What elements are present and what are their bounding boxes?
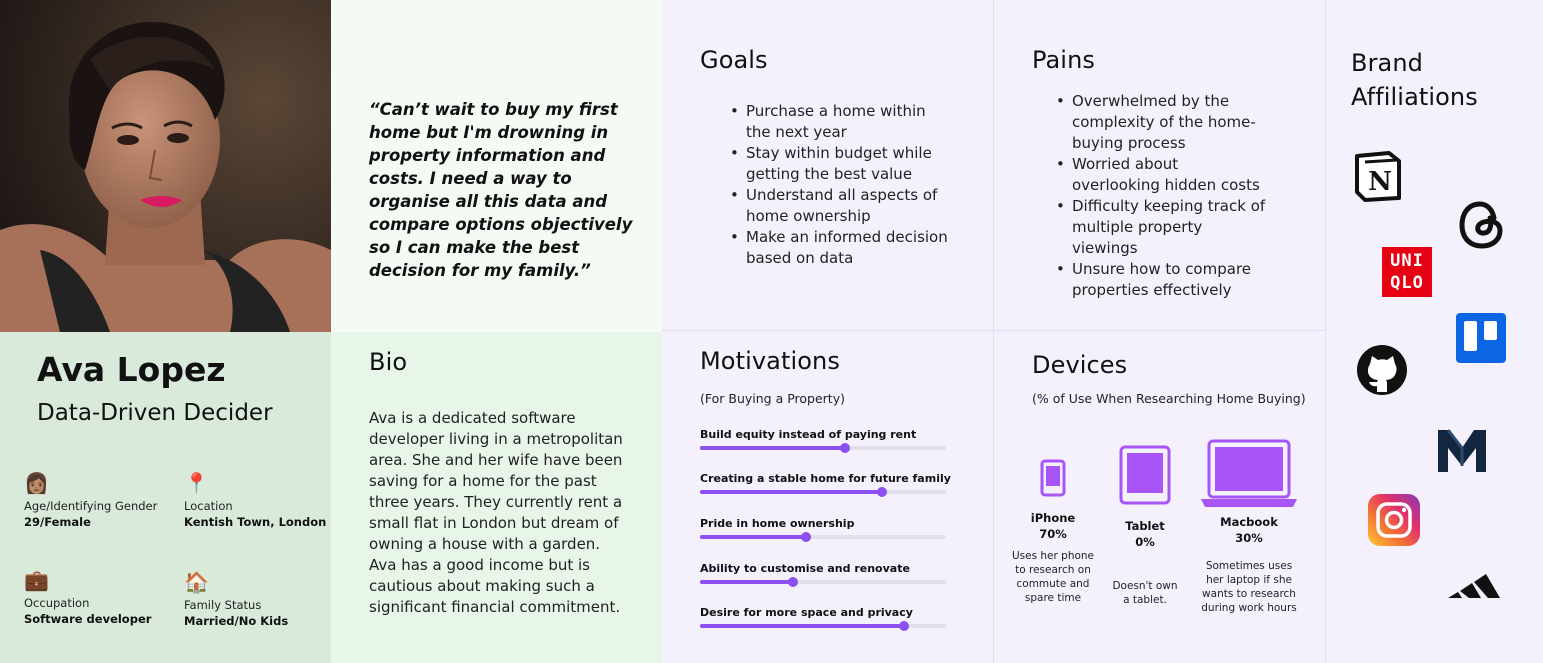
attr-value: Software developer	[24, 612, 152, 626]
tablet-icon	[1119, 445, 1171, 505]
motivation-item	[700, 472, 951, 494]
woman-icon: 👩🏽	[24, 471, 49, 495]
motivation-label: Ability to customise and renovate	[700, 562, 910, 575]
pain-item: • Unsure how to compare properties effectively	[1054, 259, 1269, 301]
instagram-logo	[1367, 493, 1421, 551]
attr-occupation	[24, 566, 174, 626]
motivation-knob	[899, 621, 909, 631]
motivation-knob	[877, 487, 887, 497]
motivation-label: Desire for more space and privacy	[700, 606, 913, 619]
motivation-label: Creating a stable home for future family	[700, 472, 951, 485]
motivation-track	[700, 580, 946, 584]
device-desc: Sometimes uses her laptop if she wants to research during work hours	[1201, 560, 1297, 614]
profile-panel	[0, 332, 331, 663]
briefcase-icon: 💼	[24, 568, 49, 592]
motivation-track	[700, 535, 946, 539]
device-name: iPhone	[1030, 511, 1076, 525]
pain-item: • Overwhelmed by the complexity of the home-buying process	[1054, 91, 1269, 154]
attr-value: 29/Female	[24, 515, 91, 529]
notion-letter: N	[1368, 167, 1392, 197]
brands-title-line1: Brand	[1351, 49, 1423, 77]
attr-location	[184, 469, 331, 529]
device-macbook	[1197, 439, 1301, 615]
medium-logo	[1436, 426, 1488, 478]
device-name: Tablet	[1125, 519, 1165, 533]
device-iphone	[1010, 459, 1096, 605]
attr-label: Family Status	[184, 598, 262, 612]
goal-item: • Stay within budget while getting the best value	[728, 143, 948, 185]
goals-title: Goals	[700, 46, 768, 74]
device-tablet	[1101, 445, 1189, 607]
device-percent: 30%	[1235, 531, 1263, 545]
device-desc: Doesn't own a tablet.	[1112, 580, 1178, 606]
brands-title-line2: Affiliations	[1351, 83, 1478, 111]
motivations-subtitle: (For Buying a Property)	[700, 391, 845, 406]
devices-title: Devices	[1032, 351, 1128, 379]
threads-logo	[1456, 198, 1508, 256]
motivation-track	[700, 490, 946, 494]
motivations-panel	[662, 331, 994, 663]
pin-icon: 📍	[184, 471, 209, 495]
persona-quote: “Can’t wait to buy my first home but I'm drowning in property information and costs. I need a way to organise all this data and compare options objectively so I can make the best decision for my family.”	[369, 100, 633, 280]
motivation-knob	[801, 532, 811, 542]
motivation-fill	[700, 624, 904, 628]
persona-name: Ava Lopez	[37, 350, 226, 389]
motivation-fill	[700, 580, 793, 584]
uniqlo-text-bottom: QLO	[1390, 273, 1424, 293]
motivation-knob	[788, 577, 798, 587]
motivation-item	[700, 517, 946, 539]
goal-item: • Understand all aspects of home ownership	[728, 185, 948, 227]
motivation-fill	[700, 490, 882, 494]
goals-list	[728, 101, 948, 269]
persona-role: Data-Driven Decider	[37, 400, 273, 426]
attr-label: Age/Identifying Gender	[24, 499, 158, 513]
motivation-item	[700, 606, 946, 628]
bio-title: Bio	[369, 348, 408, 376]
motivation-fill	[700, 446, 845, 450]
pains-list	[1054, 91, 1269, 301]
goal-item: • Make an informed decision based on data	[728, 227, 948, 269]
persona-quote-panel	[331, 0, 662, 332]
devices-subtitle: (% of Use When Researching Home Buying)	[1032, 391, 1306, 406]
house-icon: 🏠	[184, 570, 209, 594]
adidas-logo	[1448, 566, 1500, 604]
pain-item: • Worried about overlooking hidden costs	[1054, 154, 1269, 196]
attr-family-status	[184, 568, 331, 628]
bio-text: Ava is a dedicated software developer living in a metropolitan area. She and her wife have been saving for a home for the past three years. They currently rent a small flat in London but dream of owning a house with a garden. Ava has a good income but is cautious about making such a significant financial commitment.	[369, 409, 623, 616]
motivation-item	[700, 562, 946, 584]
attr-value: Kentish Town, London	[184, 515, 327, 529]
pain-item: • Difficulty keeping track of multiple property viewings	[1054, 196, 1269, 259]
devices-panel	[994, 331, 1326, 663]
uniqlo-logo	[1382, 247, 1432, 297]
pains-panel	[994, 0, 1326, 331]
motivation-track	[700, 624, 946, 628]
github-logo	[1356, 344, 1408, 400]
attr-age-gender	[24, 469, 174, 529]
motivation-track	[700, 446, 946, 450]
pains-title: Pains	[1032, 46, 1095, 74]
trello-logo	[1456, 313, 1506, 363]
motivation-item	[700, 428, 946, 450]
persona-photo	[0, 0, 331, 332]
phone-icon	[1040, 459, 1066, 497]
motivation-label: Build equity instead of paying rent	[700, 428, 917, 441]
goal-item: • Purchase a home within the next year	[728, 101, 948, 143]
device-name: Macbook	[1220, 515, 1278, 529]
device-desc: Uses her phone to research on commute and spare time	[1011, 550, 1095, 604]
device-percent: 0%	[1135, 535, 1155, 549]
attr-label: Location	[184, 499, 233, 513]
attr-value: Married/No Kids	[184, 614, 289, 628]
laptop-icon	[1201, 439, 1297, 509]
motivation-fill	[700, 535, 806, 539]
device-percent: 70%	[1039, 527, 1067, 541]
motivation-knob	[840, 443, 850, 453]
brand-affiliations-panel	[1326, 0, 1543, 663]
portrait-image	[0, 0, 331, 332]
bio-panel	[331, 332, 662, 663]
brands-title	[1351, 46, 1478, 114]
uniqlo-text-top: UNI	[1390, 251, 1424, 271]
motivation-label: Pride in home ownership	[700, 517, 855, 530]
notion-logo	[1353, 150, 1403, 206]
motivations-title: Motivations	[700, 347, 840, 375]
attr-label: Occupation	[24, 596, 90, 610]
goals-panel	[662, 0, 994, 331]
